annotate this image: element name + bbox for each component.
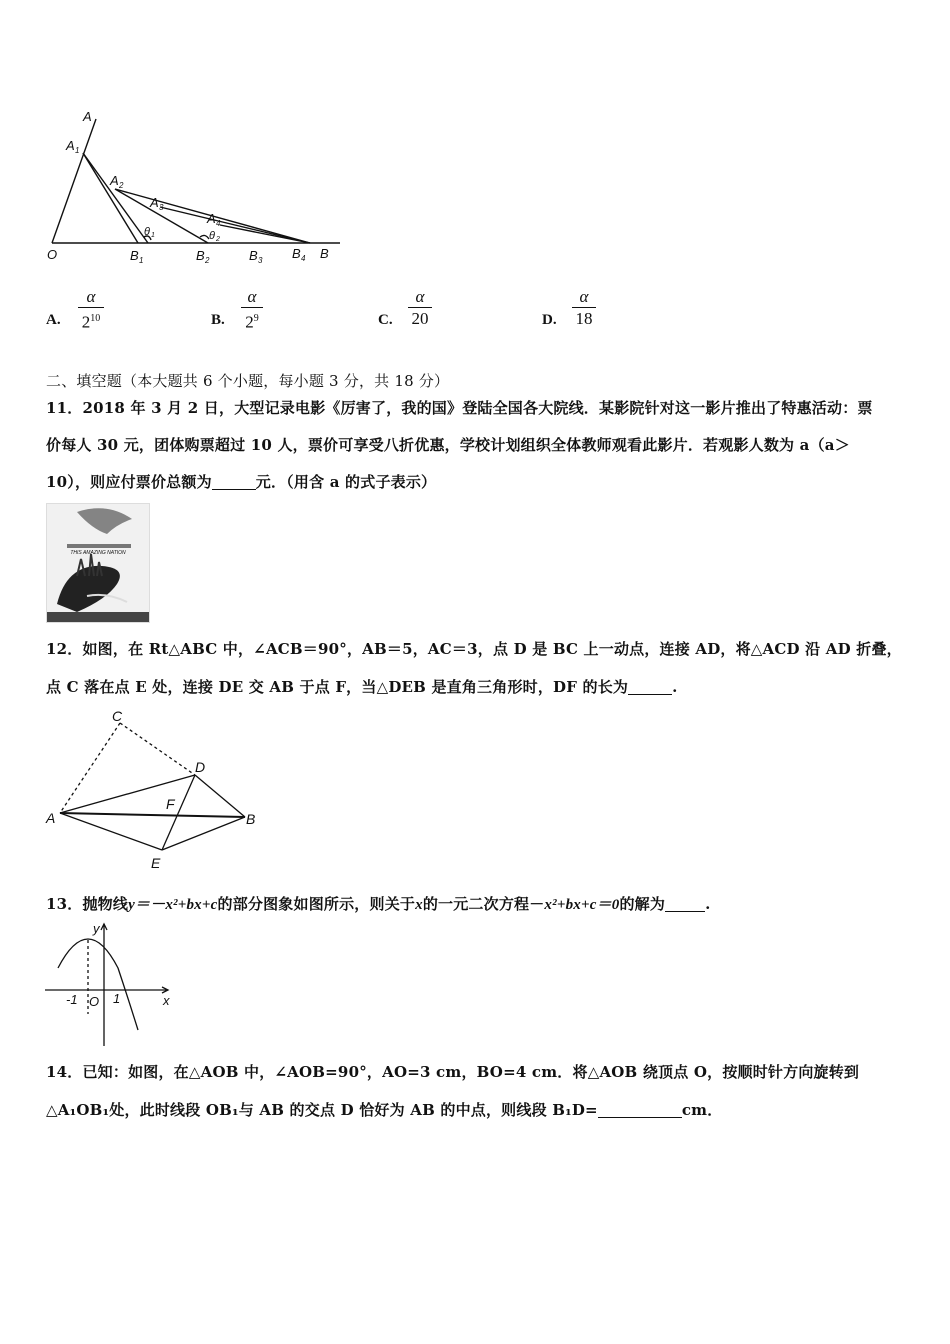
label-D: D: [195, 759, 206, 775]
label-A: A: [83, 109, 92, 124]
label-A1: A: [66, 138, 75, 153]
figure-q10-angle-diagram: [40, 105, 350, 270]
label-B2: B: [196, 248, 205, 263]
q14-line2: △A₁OB₁处，此时线段 OB₁与 AB 的交点 D 恰好为 AB 的中点，则线段 B₁D= cm．: [46, 1101, 723, 1119]
svg-text:1: 1: [139, 256, 144, 265]
label-O: O: [89, 994, 100, 1009]
section-heading: 二、填空题（本大题共 6 个小题，每小题 3 分，共 18 分）: [46, 372, 450, 390]
svg-text:THIS AMAZING NATION: THIS AMAZING NATION: [70, 550, 126, 556]
label-y: y: [93, 921, 100, 936]
svg-text:2: 2: [119, 181, 124, 190]
label-theta2: θ: [209, 230, 215, 242]
svg-text:4: 4: [216, 219, 221, 228]
q12-answer-blank[interactable]: [628, 679, 672, 695]
q11-line1: 11．2018 年 3 月 2 日，大型记录电影《厉害了，我的国》登陆全国各大院线．某影院针对这一影片推出了特惠活动：票: [46, 399, 873, 417]
label-A4: A: [207, 211, 216, 226]
q12-line2: 点 C 落在点 E 处，连接 DE 交 AB 于点 F，当△DEB 是直角三角形时，DF 的长为 .: [46, 678, 678, 696]
q13-line: 13．抛物线y＝－x²+bx+c的部分图象如图所示，则关于x的一元二次方程－x²+bx+c＝0的解为 .: [46, 895, 711, 913]
label-A: A: [46, 810, 56, 826]
label-E: E: [151, 855, 161, 871]
svg-text:2: 2: [216, 236, 220, 243]
svg-text:3: 3: [159, 203, 164, 212]
option-b-fraction: α $2^9$: [241, 288, 263, 332]
option-d-label[interactable]: D.: [542, 312, 557, 328]
figure-q12-fold-triangle: [40, 705, 270, 875]
label-C: C: [112, 708, 123, 724]
svg-text:1: 1: [151, 232, 155, 239]
label-A2: A: [110, 173, 119, 188]
label-A3: A: [150, 195, 159, 210]
label-x: x: [163, 993, 170, 1008]
q11-line3: 10），则应付票价总额为 元．（用含 a 的式子表示）: [46, 473, 437, 491]
option-d-fraction: α 18: [572, 288, 596, 328]
q11-line2: 价每人 30 元，团体购票超过 10 人，票价可享受八折优惠，学校计划组织全体教师观看此影片．若观影人数为 a（a＞: [46, 436, 850, 454]
label-B4: B: [292, 246, 301, 261]
label-theta1: θ: [144, 226, 150, 238]
option-b-label[interactable]: B.: [211, 312, 225, 328]
movie-poster-image: [46, 503, 150, 623]
option-c-label[interactable]: C.: [378, 312, 393, 328]
q14-line1: 14．已知：如图，在△AOB 中，∠AOB=90°，AO=3 cm，BO=4 cm．将△AOB 绕顶点 O，按顺时针方向旋转到: [46, 1063, 860, 1081]
q11-answer-blank[interactable]: [212, 474, 256, 490]
label-neg1: -1: [66, 992, 78, 1007]
figure-q13-parabola: [40, 918, 180, 1050]
q12-line1: 12．如图，在 Rt△ABC 中，∠ACB＝90°，AB＝5，AC＝3，点 D 是 BC 上一动点，连接 AD，将△ACD 沿 AD 折叠，: [46, 640, 902, 658]
svg-text:4: 4: [301, 254, 306, 263]
q14-answer-blank[interactable]: [598, 1102, 682, 1118]
label-F: F: [166, 796, 175, 812]
label-B3: B: [249, 248, 258, 263]
label-O: O: [47, 247, 58, 262]
label-B: B: [246, 811, 256, 827]
svg-text:2: 2: [205, 256, 210, 265]
option-a-fraction: α $2^{10}$: [78, 288, 104, 332]
q13-answer-blank[interactable]: [665, 896, 705, 912]
svg-text:3: 3: [258, 256, 263, 265]
label-B: B: [320, 246, 329, 261]
option-a-label[interactable]: A.: [46, 312, 61, 328]
option-c-fraction: α 20: [408, 288, 432, 328]
label-B1: B: [130, 248, 139, 263]
label-one: 1: [113, 991, 121, 1006]
svg-text:1: 1: [75, 146, 80, 155]
